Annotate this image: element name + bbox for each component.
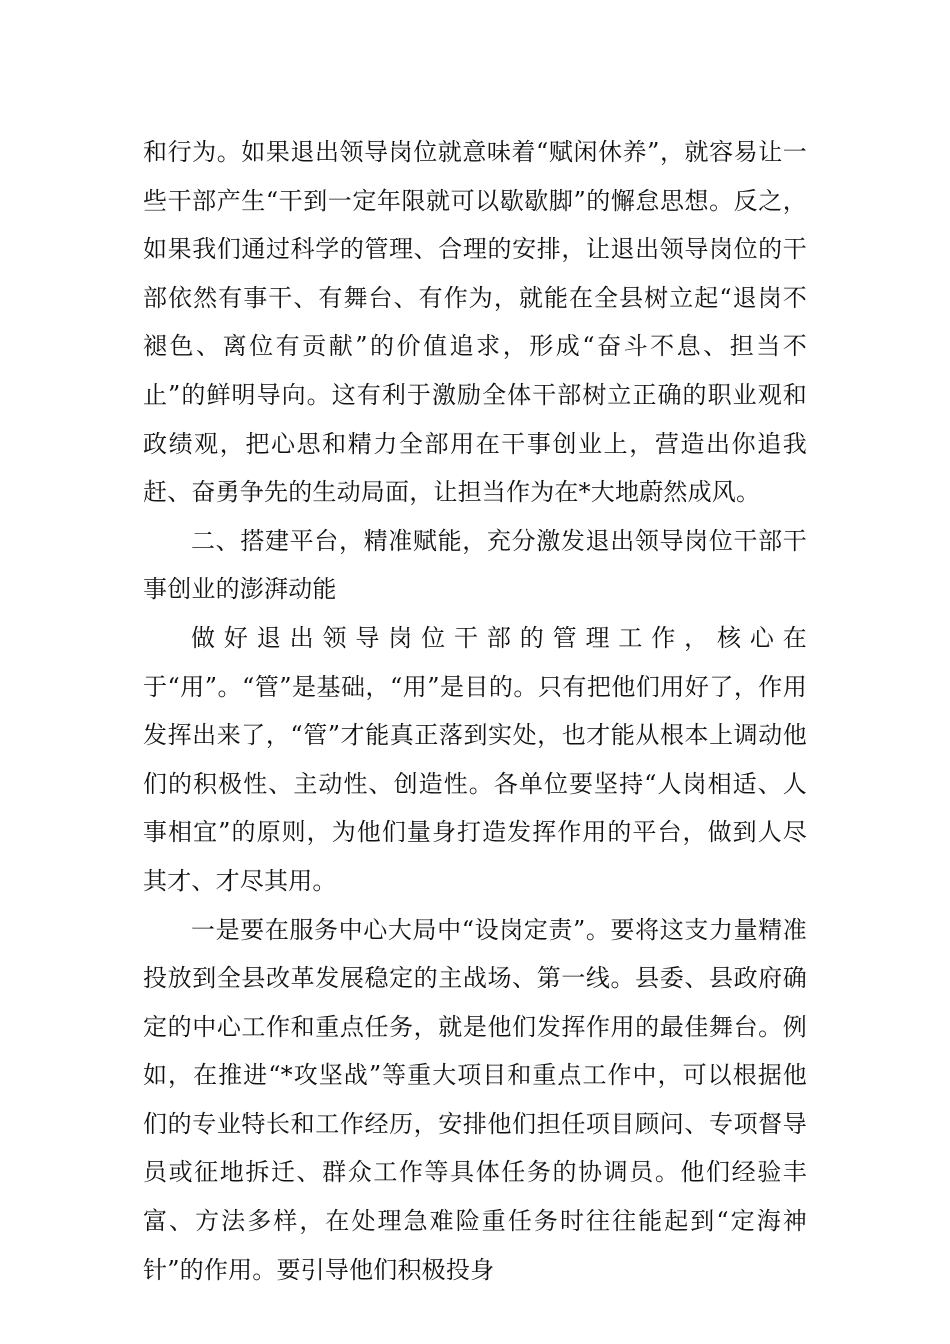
body-paragraph: 做好退出领导岗位干部的管理工作，核心在于“用”。“管”是基础，“用”是目的。只有把他们用好了，作用发挥出来了，“管”才能真正落到实处，也才能从根本上调动他们的积极性、主动性、创造性。各单位要坚持“人岗相适、人事相宜”的原则，为他们量身打造发挥作用的平台，做到人尽其才、才尽其用。 <box>143 623 807 895</box>
body-paragraph: 和行为。如果退出领导岗位就意味着“赋闲休养”，就容易让一些干部产生“干到一定年限就可以歇歇脚”的懈怠思想。反之，如果我们通过科学的管理、合理的安排，让退出领导岗位的干部依然有事干、有舞台、有作为，就能在全县树立起“退岗不褪色、离位有贡献”的价值追求，形成“奋斗不息、担当不止”的鲜明导向。这有利于激励全体干部树立正确的职业观和政绩观，把心思和精力全部用在干事创业上，营造出你追我赶、奋勇争先的生动局面，让担当作为在*大地蔚然成风。 <box>143 138 807 507</box>
body-paragraph: 一是要在服务中心大局中“设岗定责”。要将这支力量精准投放到全县改革发展稳定的主战场、第一线。县委、县政府确定的中心工作和重点任务，就是他们发挥作用的最佳舞台。例如，在推进“*攻坚战”等重大项目和重点工作中，可以根据他们的专业特长和工作经历，安排他们担任项目顾问、专项督导员或征地拆迁、群众工作等具体任务的协调员。他们经验丰富、方法多样，在处理急难险重任务时往往能起到“定海神针”的作用。要引导他们积极投身 <box>143 915 807 1284</box>
document-page <box>143 128 807 1294</box>
section-heading: 二、搭建平台，精准赋能，充分激发退出领导岗位干部干事创业的澎湃动能 <box>143 526 807 604</box>
